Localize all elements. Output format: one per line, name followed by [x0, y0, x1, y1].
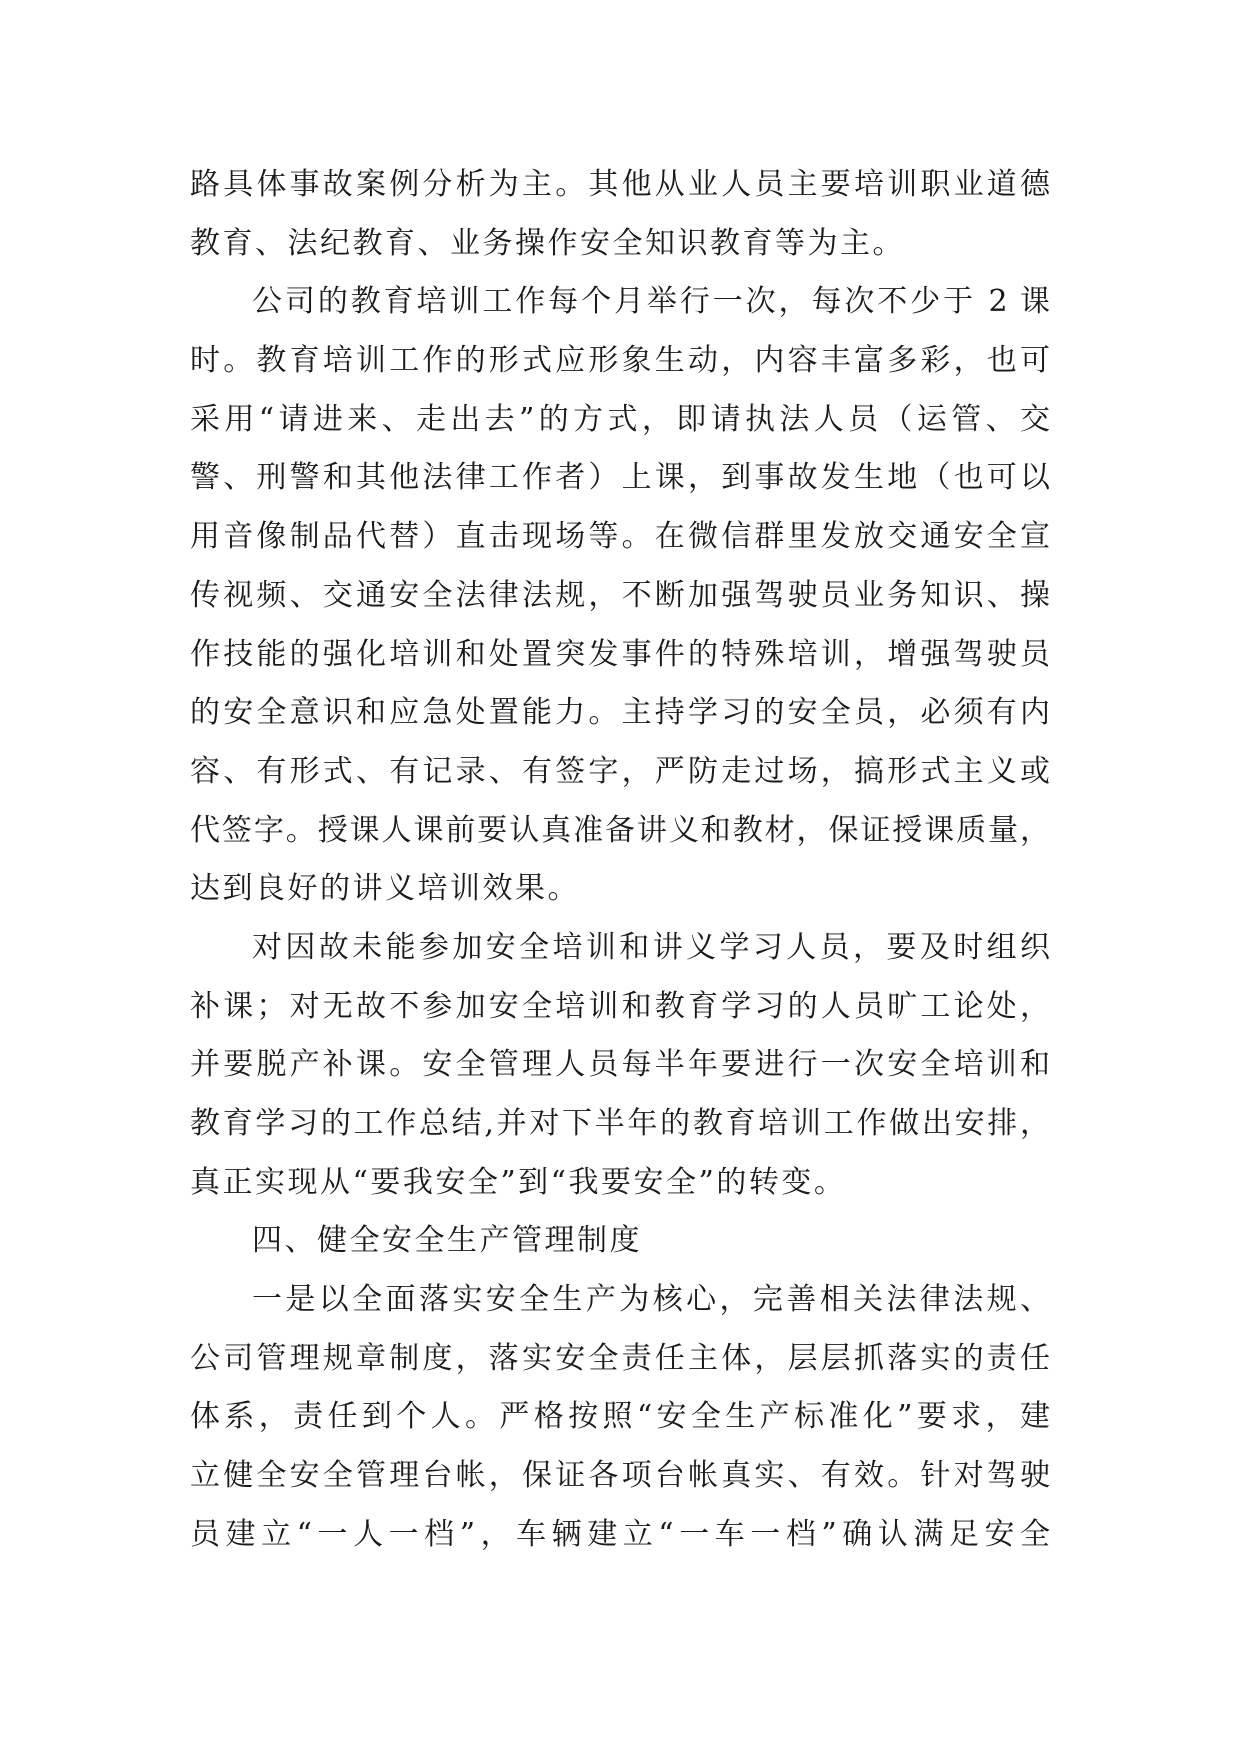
text-line: 用音像制品代替）直击现场等。在微信群里发放交通安全宣 [190, 519, 1050, 555]
text-line: 教育学习的工作总结,并对下半年的教育培训工作做出安排， [190, 1106, 1050, 1141]
text-line: 公司管理规章制度，落实安全责任主体，层层抓落实的责任 [190, 1340, 1050, 1376]
body-text [190, 156, 1050, 1565]
text-line: 传视频、交通安全法律法规，不断加强驾驶员业务知识、操 [190, 577, 1050, 613]
text-line: 员建立“一人一档”，车辆建立“一车一档”确认满足安全 [190, 1516, 1050, 1552]
text-line: 作技能的强化培训和处置突发事件的特殊培训，增强驾驶员 [190, 636, 1050, 672]
paragraph-first-line: 公司的教育培训工作每个月举行一次，每次不少于 2 课 [252, 284, 1050, 320]
paragraph-first-line: 对因故未能参加安全培训和讲义学习人员，要及时组织 [252, 929, 1050, 965]
text-line: 达到良好的讲义培训效果。 [190, 871, 580, 907]
text-line: 补课；对无故不参加安全培训和教育学习的人员旷工论处， [190, 988, 1050, 1024]
text-line: 的安全意识和应急处置能力。主持学习的安全员，必须有内 [190, 695, 1050, 731]
text-line: 并要脱产补课。安全管理人员每半年要进行一次安全培训和 [190, 1047, 1050, 1083]
text-line: 时。教育培训工作的形式应形象生动，内容丰富多彩，也可 [190, 343, 1050, 379]
text-line: 体系，责任到个人。严格按照“安全生产标准化”要求，建 [190, 1399, 1050, 1435]
text-line: 代签字。授课人课前要认真准备讲义和教材，保证授课质量， [190, 812, 1050, 848]
text-line: 警、刑警和其他法律工作者）上课，到事故发生地（也可以 [190, 460, 1050, 496]
text-line: 采用“请进来、走出去”的方式，即请执法人员（运管、交 [190, 401, 1050, 437]
text-line: 容、有形式、有记录、有签字，严防走过场，搞形式主义或 [190, 753, 1050, 789]
text-line: 教育、法纪教育、业务操作安全知识教育等为主。 [190, 225, 905, 261]
text-line: 路具体事故案例分析为主。其他从业人员主要培训职业道德 [190, 167, 1050, 202]
text-line: 真正实现从“要我安全”到“我要安全”的转变。 [190, 1164, 847, 1200]
paragraph-first-line: 一是以全面落实安全生产为核心，完善相关法律法规、 [252, 1282, 1050, 1318]
section-heading: 四、健全安全生产管理制度 [252, 1223, 642, 1259]
text-line: 立健全安全管理台帐，保证各项台帐真实、有效。针对驾驶 [190, 1458, 1050, 1494]
